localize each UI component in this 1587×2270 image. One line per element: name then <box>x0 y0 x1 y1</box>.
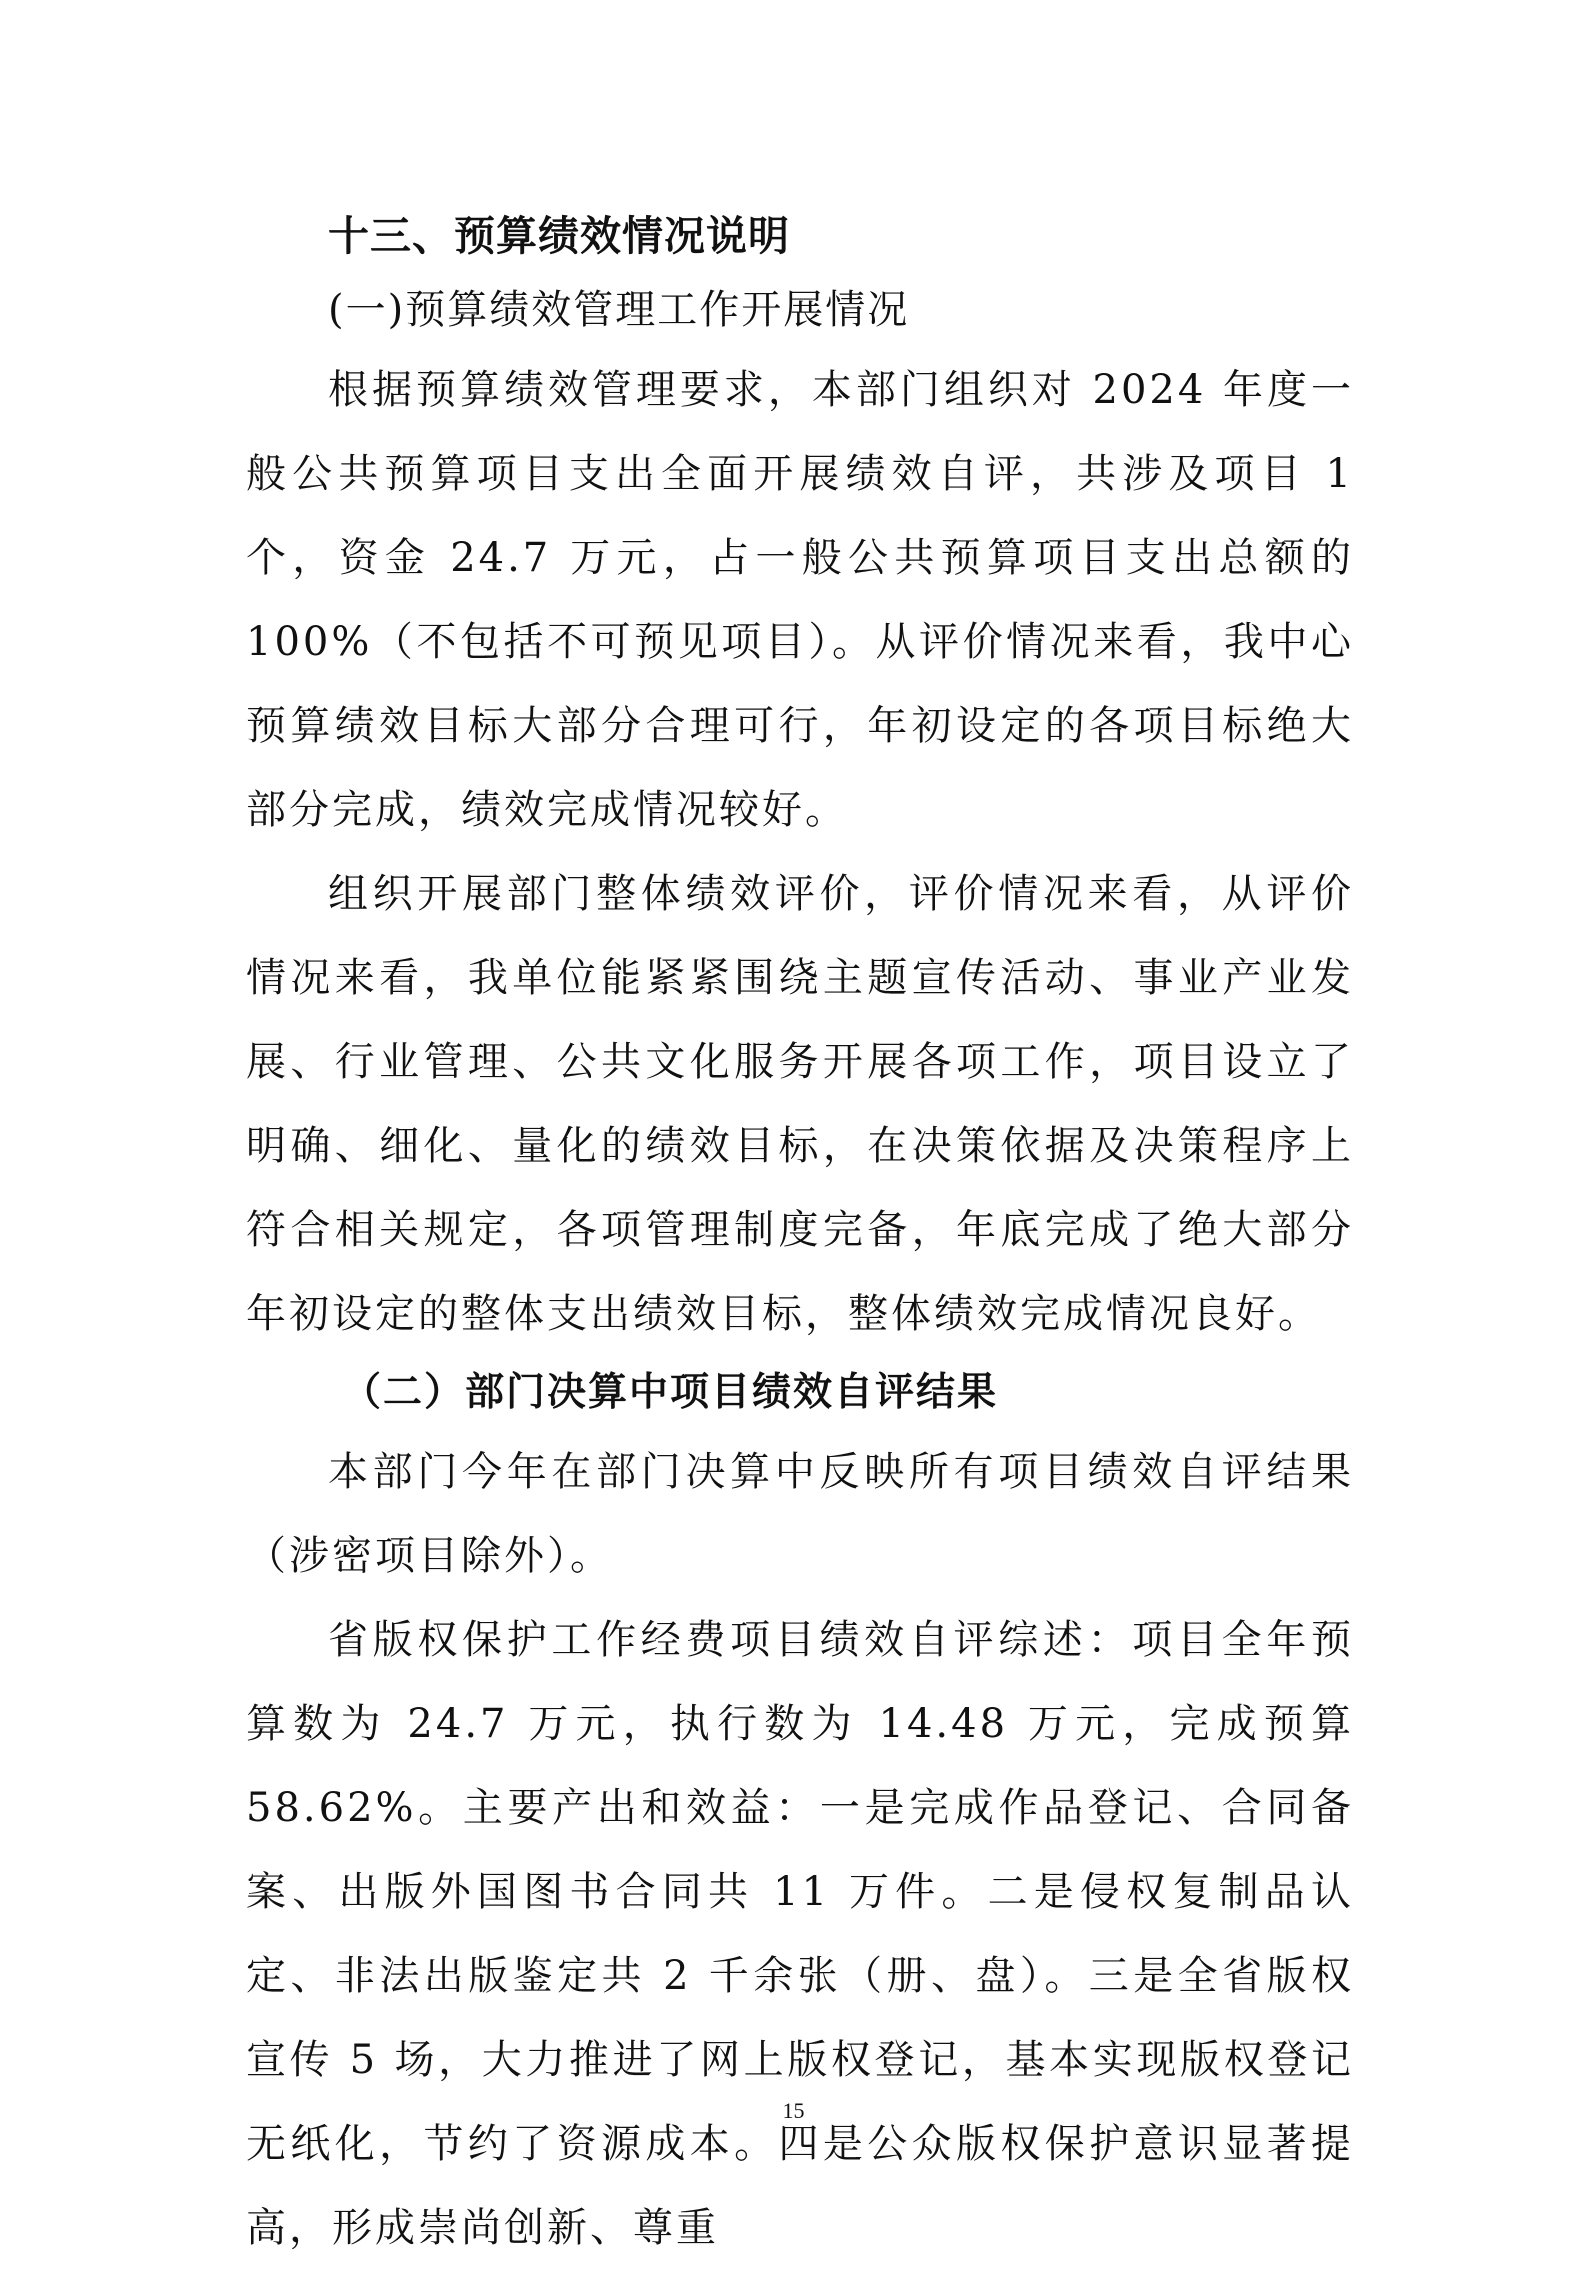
paragraph-2: 组织开展部门整体绩效评价，评价情况来看，从评价情况来看，我单位能紧紧围绕主题宣传活动、事业产业发展、行业管理、公共文化服务开展各项工作，项目设立了明确、细化、量化的绩效目标，在决策依据及决策程序上符合相关规定，各项管理制度完备，年底完成了绝大部分年初设定的整体支出绩效目标，整体绩效完成情况良好。 <box>246 871 1354 1337</box>
section-title: 十三、预算绩效情况说明 <box>328 212 790 260</box>
paragraph-4: 省版权保护工作经费项目绩效自评综述：项目全年预算数为 24.7 万元，执行数为 14.48 万元，完成预算 58.62%。主要产出和效益：一是完成作品登记、合同备案、出版外国图书合同共 11 万件。二是侵权复制品认定、非法出版鉴定共 2 千余张（册、盘）。三是全省版权宣传 5 场，大力推进了网上版权登记，基本实现版权登记无纸化，节约了资源成本。四是公众版权保护意识显著提高，形成崇尚创新、尊重 <box>246 1617 1354 2251</box>
paragraph-1: 根据预算绩效管理要求，本部门组织对 2024 年度一般公共预算项目支出全面开展绩效自评，共涉及项目 1 个，资金 24.7 万元，占一般公共预算项目支出总额的 100%（不包括不可预见项目）。从评价情况来看，我中心预算绩效目标大部分合理可行，年初设定的各项目标绝大部分完成，绩效完成情况较好。 <box>246 367 1354 833</box>
subsection-1-title: (一)预算绩效管理工作开展情况 <box>328 287 910 333</box>
document-body <box>246 200 1354 2270</box>
page-number: 15 <box>782 2098 805 2123</box>
paragraph-3: 本部门今年在部门决算中反映所有项目绩效自评结果（涉密项目除外）。 <box>246 1449 1354 1579</box>
subsection-2-title: （二）部门决算中项目绩效自评结果 <box>342 1370 999 1415</box>
